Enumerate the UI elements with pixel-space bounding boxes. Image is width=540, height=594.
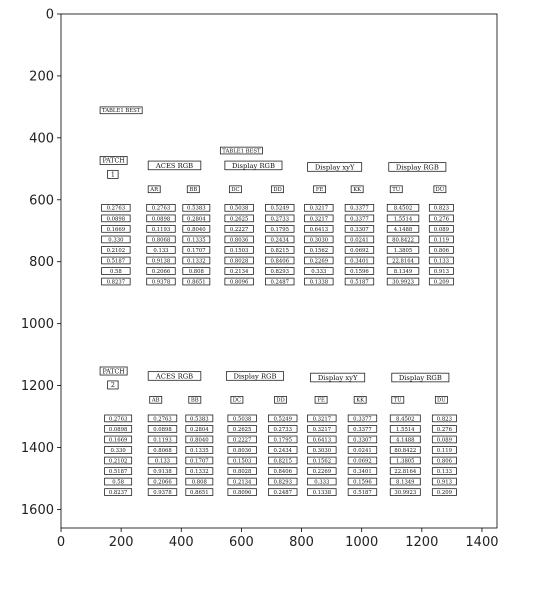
ocr-text: 0.6413	[312, 437, 332, 444]
ocr-text: 0.209	[433, 279, 449, 286]
ocr-text: 0.2434	[270, 237, 290, 244]
ocr-text: DU	[435, 187, 445, 194]
ocr-text: 0.9138	[153, 468, 172, 475]
ocr-text: 0.2763	[106, 205, 126, 212]
ocr-text: 0.3377	[353, 426, 372, 433]
ocr-text: 0.3401	[350, 258, 369, 265]
ocr-text: 0.8237	[108, 489, 128, 496]
y-tick-label: 800	[29, 255, 54, 271]
ocr-text: 30.9923	[394, 489, 417, 496]
ocr-text: KK	[356, 397, 365, 404]
ocr-text: 0.2804	[187, 216, 206, 223]
ocr-text: 0.5187	[108, 468, 128, 475]
ocr-text: 0.330	[108, 237, 124, 244]
ocr-text: 80.8422	[392, 237, 414, 244]
ocr-text: 0.3030	[312, 447, 332, 454]
ocr-text: 0.58	[112, 479, 125, 486]
x-tick-label: 0	[56, 535, 66, 550]
ocr-text: 0.1335	[187, 237, 206, 244]
ocr-text: 0.3217	[309, 216, 329, 223]
ocr-text: 0.0692	[350, 247, 369, 254]
ocr-text: 0.1669	[108, 437, 128, 444]
ocr-text: 0.2134	[232, 479, 252, 486]
ocr-text: 0.2733	[273, 426, 293, 433]
ocr-text: 0.2066	[153, 479, 172, 486]
ocr-text: 1.5514	[396, 426, 415, 433]
ocr-text: 0.2227	[229, 226, 249, 233]
ocr-text: 8.4502	[396, 416, 415, 423]
x-tick-label: 200	[108, 535, 134, 550]
ocr-text: 0.823	[433, 205, 449, 212]
ocr-text: 0.8406	[270, 258, 290, 265]
ocr-text: DC	[232, 397, 242, 404]
ocr-text: 0.8040	[187, 226, 206, 233]
x-tick-label: 1000	[345, 535, 379, 550]
ocr-text: 0.119	[433, 237, 449, 244]
ocr-text: 0.089	[436, 437, 452, 444]
ocr-text: 1.3805	[396, 458, 415, 465]
ocr-text: 8.4502	[393, 205, 413, 212]
y-tick-label: 1600	[20, 502, 54, 518]
ocr-text: 0.8040	[190, 437, 209, 444]
ocr-text: 0.1503	[232, 458, 252, 465]
y-tick-label: 600	[29, 193, 54, 209]
ocr-text: 0.133	[436, 468, 452, 475]
ocr-text: 0.133	[433, 258, 449, 265]
ocr-text: PATCH	[102, 368, 125, 376]
ocr-text: 0.8068	[153, 447, 172, 454]
ocr-text: 0.8028	[229, 258, 249, 265]
ocr-text: 0.1596	[350, 268, 369, 275]
ocr-text: 0.119	[436, 447, 452, 454]
ocr-text: TU	[392, 187, 401, 194]
ocr-text: 0.1795	[273, 437, 293, 444]
ocr-text: Display xyY	[317, 373, 358, 382]
ocr-text: 0.0241	[350, 237, 369, 244]
ocr-text: DU	[437, 397, 446, 404]
ocr-text: 0.089	[433, 226, 449, 233]
ocr-text: KK	[353, 187, 362, 194]
ocr-text: 0.8215	[273, 458, 293, 465]
ocr-text: 0.2804	[190, 426, 209, 433]
ocr-text: Display RGB	[398, 373, 442, 382]
ocr-text: 0.8237	[106, 279, 126, 286]
ocr-text: 0.3217	[312, 416, 332, 423]
ocr-text: 0.0898	[153, 426, 172, 433]
ocr-text: 0.1669	[106, 226, 126, 233]
ocr-text: 0.2227	[232, 437, 252, 444]
ocr-text: 0.3401	[353, 468, 372, 475]
ocr-text: 0.133	[153, 247, 169, 254]
ocr-text: 0.8068	[151, 237, 171, 244]
ocr-text: 0.276	[433, 216, 449, 223]
ocr-text: 0.2487	[270, 279, 290, 286]
ocr-text: 4.1488	[393, 226, 413, 233]
ocr-text: 22.8164	[392, 258, 414, 265]
ocr-text: FE	[315, 187, 324, 194]
ocr-text: 0.2434	[273, 447, 293, 454]
ocr-text: Display RGB	[395, 163, 439, 172]
ocr-text: 0.2763	[108, 416, 128, 423]
ocr-text: 0.5383	[190, 416, 209, 423]
ocr-text: 0.5038	[232, 416, 252, 423]
x-tick-label: 400	[168, 535, 194, 550]
ocr-text: 0.8215	[270, 247, 290, 254]
ocr-text: 80.8422	[394, 447, 417, 454]
ocr-text: 0.1795	[270, 226, 290, 233]
y-tick-label: 200	[29, 69, 54, 85]
ocr-text: 0.1193	[153, 437, 172, 444]
ocr-text: 0.3307	[353, 437, 372, 444]
ocr-text: 0.1338	[312, 489, 332, 496]
ocr-text: 0.333	[311, 268, 327, 275]
ocr-text: 0.2733	[270, 216, 290, 223]
ocr-text: 0.9378	[153, 489, 172, 496]
y-tick-label: 400	[29, 131, 54, 147]
ocr-text: 0.3030	[309, 237, 329, 244]
ocr-text: 0.5187	[350, 279, 369, 286]
ocr-text: 0.8651	[190, 489, 209, 496]
ocr-text: 0.808	[191, 479, 207, 486]
y-tick-label: 1000	[20, 317, 54, 333]
ocr-text: ACES RGB	[155, 161, 194, 170]
ocr-text: 30.9923	[392, 279, 414, 286]
ocr-text: 1.5514	[393, 216, 413, 223]
ocr-text: 0.1562	[312, 458, 332, 465]
y-tick-label: 1400	[20, 440, 54, 456]
ocr-text: 0.1596	[353, 479, 372, 486]
ocr-text: 0.2625	[229, 216, 249, 223]
ocr-text: TU	[393, 397, 402, 404]
ocr-text: 0.5038	[229, 205, 249, 212]
ocr-text: DC	[231, 187, 240, 194]
ocr-text: 0.1193	[151, 226, 171, 233]
x-tick-label: 800	[289, 535, 314, 550]
ocr-text: 0.2763	[153, 416, 172, 423]
ocr-text: Display RGB	[231, 161, 275, 170]
ocr-text: 0.8293	[270, 268, 290, 275]
ocr-text: PATCH	[102, 157, 125, 165]
x-tick-label: 600	[228, 535, 254, 550]
ocr-text: 0.2102	[106, 247, 126, 254]
ocr-text: 1	[110, 171, 115, 179]
ocr-text: Display xyY	[314, 163, 355, 172]
ocr-text: 0.5249	[270, 205, 290, 212]
ocr-text: 0.0898	[106, 216, 126, 223]
y-tick-label: 1200	[20, 379, 54, 395]
ocr-text: 0.806	[433, 247, 449, 254]
ocr-text: 0.3377	[350, 205, 369, 212]
x-tick-label: 1400	[465, 535, 499, 550]
ocr-text: 0.1335	[190, 447, 209, 454]
ocr-text: TABLE1 BEST	[101, 108, 141, 115]
ocr-text: 8.1349	[396, 479, 415, 486]
ocr-text: BB	[189, 187, 198, 194]
ocr-text: DD	[276, 397, 285, 404]
ocr-text: 0.1332	[190, 468, 209, 475]
ocr-text: Display RGB	[233, 372, 277, 381]
ocr-text: 0.2763	[151, 205, 171, 212]
ocr-text: 0.1707	[187, 247, 206, 254]
ocr-text: 0.333	[314, 479, 330, 486]
x-tick-label: 1200	[405, 535, 439, 550]
ocr-text: 0.913	[436, 479, 452, 486]
ocr-text: 0.133	[154, 458, 171, 465]
ocr-text: 0.5383	[187, 205, 206, 212]
ocr-text: 22.8164	[394, 468, 417, 475]
ocr-text: 1.3805	[393, 247, 413, 254]
ocr-text: AR	[150, 187, 159, 194]
ocr-text: DD	[273, 187, 282, 194]
ocr-text: TABLE1 BEST	[222, 148, 261, 155]
ocr-text: 0.330	[110, 447, 126, 454]
ocr-text: 0.8293	[273, 479, 293, 486]
ocr-text: 0.1707	[190, 458, 209, 465]
ocr-text: 0.1332	[187, 258, 206, 265]
ocr-text: 0.5187	[106, 258, 126, 265]
ocr-text: 0.3217	[312, 426, 332, 433]
ocr-text: 0.3307	[350, 226, 369, 233]
ocr-text: 0.913	[433, 268, 449, 275]
ocr-text: 0.8036	[229, 237, 249, 244]
ocr-text: 0.5249	[273, 416, 293, 423]
ocr-text: 0.3217	[309, 205, 329, 212]
ocr-text: 0.0692	[353, 458, 372, 465]
ocr-text: 0.58	[109, 268, 122, 275]
ocr-text: 8.1349	[393, 268, 413, 275]
ocr-text: 0.8028	[232, 468, 252, 475]
ocr-text: 0.3377	[353, 416, 372, 423]
ocr-text: 0.8651	[187, 279, 206, 286]
ocr-text: 0.2487	[273, 489, 293, 496]
ocr-text: 0.276	[436, 426, 452, 433]
ocr-text: 0.5187	[353, 489, 372, 496]
ocr-text: 0.2134	[229, 268, 249, 275]
ocr-text: 0.209	[436, 489, 452, 496]
y-tick-label: 0	[45, 7, 54, 23]
ocr-text: 0.0898	[108, 426, 128, 433]
ocr-text: 0.8036	[232, 447, 252, 454]
ocr-text: 0.1338	[309, 279, 329, 286]
ocr-text: 0.0898	[151, 216, 171, 223]
ocr-text: 0.1562	[309, 247, 329, 254]
ocr-text: FE	[317, 397, 325, 404]
ocr-text: 0.2625	[232, 426, 252, 433]
ocr-text: 0.2066	[151, 268, 171, 275]
ocr-text: AB	[151, 397, 160, 404]
ocr-text: 2	[110, 382, 115, 390]
ocr-text: 0.823	[436, 416, 452, 423]
ocr-text: 0.0241	[353, 447, 372, 454]
ocr-text: ACES RGB	[155, 372, 194, 381]
ocr-text: 0.9138	[151, 258, 171, 265]
ocr-text: 0.9378	[151, 279, 171, 286]
ocr-text: 0.3377	[350, 216, 369, 223]
ocr-text: 0.2269	[312, 468, 332, 475]
ocr-text: 4.1488	[396, 437, 415, 444]
ocr-text: 0.8096	[232, 489, 252, 496]
ocr-text: 0.2269	[309, 258, 329, 265]
ocr-text: 0.6413	[309, 226, 329, 233]
ocr-text: 0.1503	[229, 247, 249, 254]
ocr-text: 0.808	[188, 268, 204, 275]
ocr-text: 0.806	[436, 458, 452, 465]
ocr-text: BB	[190, 397, 199, 404]
ocr-text: 0.8096	[229, 279, 249, 286]
ocr-text: 0.2102	[108, 458, 128, 465]
ocr-text: 0.8406	[273, 468, 293, 475]
